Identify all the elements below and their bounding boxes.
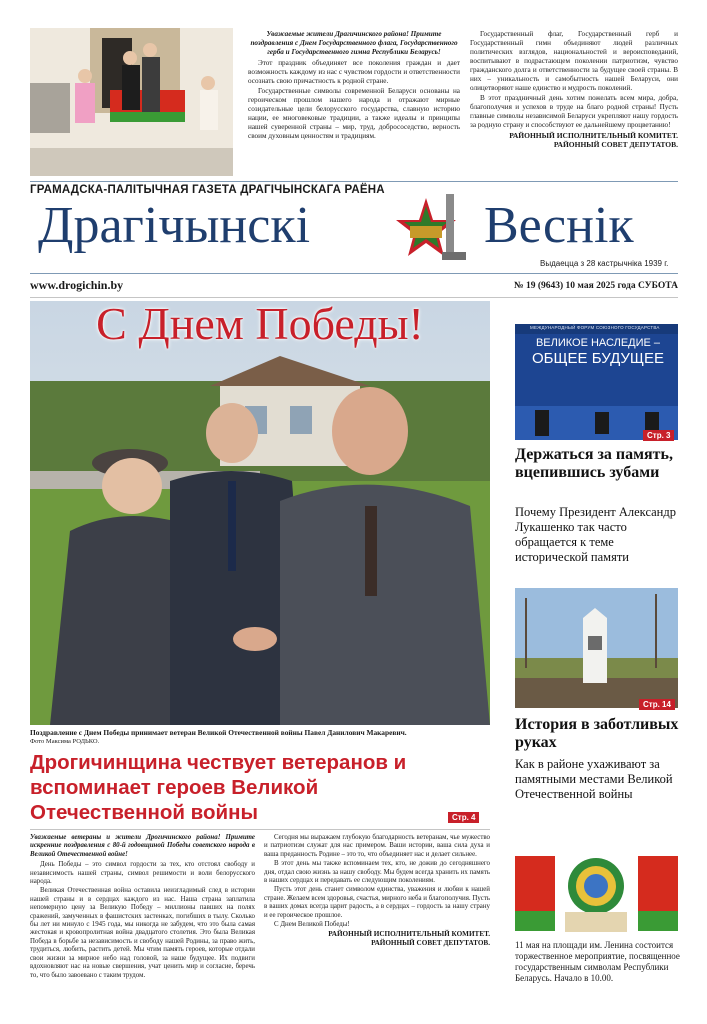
top-greeting-paragraph: Государственный флаг, Государственный герб и Государственный гимн объединяют людей различных политических взглядов, национальностей и вероисповеданий, воспитывают в подрастающем поколении патриотизм, чувство гражданского долга и ответственности за будущее своей страны. В них – уникальность и самобытность нашей Беларуси, они олицетворяют наше единство и мудрость поколений. bbox=[470, 30, 678, 92]
main-article-paragraph: В этот день мы также вспоминаем тех, кто, не дожив до сегодняшнего дня, отдал свою жизнь за нашу свободу. Мы будем всегда хранить их память в наших сердцах и передавать ее следующим поколениям. bbox=[264, 860, 490, 885]
main-article-lead: Уважаемые ветераны и жители Дрогичинского района! Примите искренние поздравления с 80-й годовщиной Победы советского народа в Великой Отечественной войне! bbox=[30, 834, 255, 858]
main-signature-1: РАЙОННЫЙ ИСПОЛНИТЕЛЬНЫЙ КОМИТЕТ. bbox=[328, 930, 490, 939]
article-rule bbox=[30, 829, 490, 830]
main-article-paragraph: Сегодня мы выражаем глубокую благодарность ветеранам, чье мужество и патриотизм служат для нас примером. Ваши истории, ваша сила духа и ваша преданность Родине – это то, что объединяет нас и делает сильнее. bbox=[264, 834, 490, 858]
photo-credit: Фото Максима РОДЬКО. bbox=[30, 738, 100, 745]
masthead-tagline: ГРАМАДСКА-ПАЛІТЫЧНАЯ ГАЗЕТА ДРАГІЧЫНСКАГА РАЁНА bbox=[30, 184, 385, 196]
story1-subtitle: Почему Президент Александр Лукашенко так часто обращается к теме исторической памяти bbox=[515, 505, 676, 564]
top-greeting-col2 bbox=[470, 30, 678, 149]
story3-text: 11 мая на площади им. Ленина состоится торжественное мероприятие, посвященное государственным символам Республики Беларусь. Начало в 10.00. bbox=[515, 940, 680, 983]
main-article-paragraph: Великая Отечественная война оставила неизгладимый след в истории нашей страны и в сердцах каждого из нас. Наша страна заплатила непомерную цену за Великую Победу – миллионы павших на полях сражений, замученных в фашистских застенках, погибших в тылу. Сколько бы лет ни минуло с 1945 года, мы никогда не забудем, что это была самая жестокая и кровопролитная война двадцатого столетия. Это была Великая Победа в борьбе за независимость и свободу нашей Родины, за право жить, трудиться, любить, растить детей. Мы чтим память героев, которые отдали свои жизни за мирное небо над головой, за наше будущее. Их подвиги вдохновляют нас на новые свершения, учат ценить мир и согласие, беречь то, что было завоевано с таким трудом. bbox=[30, 887, 255, 979]
main-headline: С Днем Победы! bbox=[96, 298, 424, 349]
main-signature-2: РАЙОННЫЙ СОВЕТ ДЕПУТАТОВ. bbox=[371, 938, 490, 947]
main-victory-photo bbox=[30, 301, 490, 725]
top-greeting-paragraph: Государственные символы современной Беларуси основаны на героическом прошлом нашего народа и отражают мирные созидательные цели белорусского государства, славную историю нации, ее многовековые традиции, а также идеалы и принципы нашей суверенной страны – мир, труд, добрососедство, верность своим духовным ценностям и традициям. bbox=[248, 87, 460, 140]
victory-star-emblem bbox=[388, 190, 478, 268]
forum-line-1: ВЕЛИКОЕ НАСЛЕДИЕ – bbox=[535, 337, 661, 349]
main-page-ref[interactable]: Стр. 4 bbox=[448, 812, 479, 823]
top-greeting-col1 bbox=[248, 30, 460, 142]
top-signature-2: РАЙОННЫЙ СОВЕТ ДЕПУТАТОВ. bbox=[553, 140, 678, 149]
masthead-top-rule bbox=[30, 181, 678, 182]
family-flag-photo bbox=[30, 28, 233, 176]
masthead-title-left: Драгічынскі bbox=[38, 197, 311, 254]
issue-info: № 19 (9643) 10 мая 2025 года СУБОТА bbox=[514, 281, 678, 291]
main-article-paragraph: День Победы – это символ гордости за тех, кто отстоял свободу и независимость нашей страны, символ решимости и воли белорусского народа. bbox=[30, 861, 255, 886]
top-greeting-paragraph: В этот праздничный день хотим пожелать всем мира, добра, благополучия и успехов в труде на благо родной страны! Пусть главные символы независимой Беларуси укрепляют нашу гордость за родную страну и способствуют ее дальнейшему процветанию! bbox=[470, 94, 678, 129]
story1-page-ref[interactable]: Стр. 3 bbox=[643, 430, 674, 441]
photo-caption: Поздравление с Днем Победы принимает ветеран Великой Отечественной войны Павел Данилович Макаревич. bbox=[30, 728, 407, 737]
masthead-title-right: Веснік bbox=[484, 197, 634, 254]
forum-band: МЕЖДУНАРОДНЫЙ ФОРУМ СОЮЗНОГО ГОСУДАРСТВА bbox=[530, 325, 660, 330]
story1-title[interactable]: Держаться за память, вцепившись зубами bbox=[515, 446, 673, 481]
top-signature-1: РАЙОННЫЙ ИСПОЛНИТЕЛЬНЫЙ КОМИТЕТ. bbox=[509, 131, 678, 140]
story2-title[interactable]: История в заботливых руках bbox=[515, 716, 679, 751]
story2-page-ref[interactable]: Стр. 14 bbox=[639, 699, 675, 710]
story2-subtitle: Как в районе ухаживают за памятными местами Великой Отечественной войны bbox=[515, 757, 673, 801]
masthead-since: Выдаецца з 28 кастрычніка 1939 г. bbox=[540, 259, 669, 268]
main-article-col1 bbox=[30, 834, 255, 981]
main-article-title: Дрогичинщина чествует ветеранов и вспоминает героев Великой Отечественной войны bbox=[30, 751, 407, 824]
main-article-paragraph: Пусть этот день станет символом единства, уважения и любви к нашей стране. Желаем всем здоровья, счастья, мирного неба и благополучия. Пусть в ваших домах всегда царит радость, а в сердцах – гордость за нашу страну и ее героическое прошлое. bbox=[264, 886, 490, 919]
main-article-col2 bbox=[264, 834, 490, 947]
main-article-paragraph: С Днем Великой Победы! bbox=[274, 921, 350, 929]
masthead-bottom-rule bbox=[30, 273, 678, 274]
forum-line-2: ОБЩЕЕ БУДУЩЕЕ bbox=[531, 350, 665, 367]
top-greeting-paragraph: Этот праздник объединяет все поколения граждан и дает возможность каждому из нас с чувством гордости и ответственности осознать свою причастность к родной стране. bbox=[248, 59, 460, 85]
state-symbols-photo bbox=[515, 846, 678, 938]
website-link[interactable]: www.drogichin.by bbox=[30, 278, 124, 292]
top-greeting-lead: Уважаемые жители Драгичинского района! Примите поздравления с Днем Государственного флага, Государственного герба и Государственного гимна Республики Беларусь! bbox=[250, 30, 458, 56]
memorial-photo bbox=[515, 588, 678, 708]
